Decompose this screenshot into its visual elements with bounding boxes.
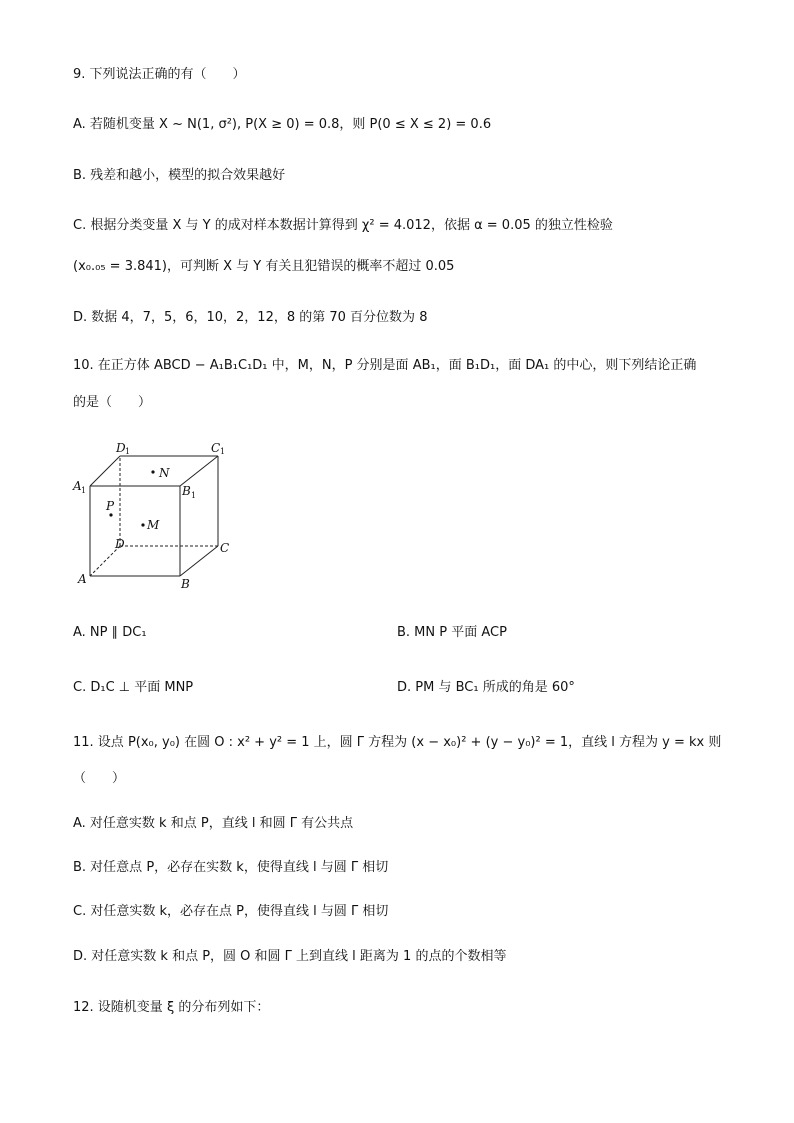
- point-m: [141, 523, 144, 526]
- q11-stem-line1: 11. 设点 P(x₀, y₀) 在圆 O : x² + y² = 1 上，圆 Γ 方程为 (x − x₀)² + (y − y₀)² = 1，直线 l 方程为 y = kx 则: [73, 735, 722, 750]
- cube-figure: [70, 436, 240, 596]
- q9-option-b: B. 残差和越小，模型的拟合效果越好: [73, 168, 286, 183]
- q9-option-c-line2: (x₀.₀₅ = 3.841)，可判断 X 与 Y 有关且犯错误的概率不超过 0.05: [73, 259, 455, 274]
- label-b: B: [181, 577, 190, 591]
- q10-option-b: B. MN P 平面 ACP: [397, 625, 507, 640]
- q10-option-d: D. PM 与 BC₁ 所成的角是 60°: [397, 680, 575, 695]
- q9-option-c-line1: C. 根据分类变量 X 与 Y 的成对样本数据计算得到 χ² = 4.012，依据 α = 0.05 的独立性检验: [73, 218, 613, 233]
- q10-option-a: A. NP ∥ DC₁: [73, 625, 147, 640]
- q10-option-c: C. D₁C ⊥ 平面 MNP: [73, 680, 194, 695]
- q10-stem-line1: 10. 在正方体 ABCD − A₁B₁C₁D₁ 中，M，N，P 分别是面 AB₁，面 B₁D₁，面 DA₁ 的中心，则下列结论正确: [73, 358, 697, 373]
- q12-stem: 12. 设随机变量 ξ 的分布列如下：: [73, 1000, 270, 1015]
- label-p: P: [106, 499, 115, 513]
- label-a1: A: [73, 479, 82, 493]
- label-b1-sub: 1: [191, 491, 197, 500]
- point-n: [151, 470, 154, 473]
- q9-option-a: A. 若随机变量 X ~ N(1, σ²), P(X ≥ 0) = 0.8，则 P(0 ≤ X ≤ 2) = 0.6: [73, 117, 492, 132]
- label-n: N: [159, 466, 170, 480]
- label-a1-sub: 1: [81, 486, 87, 495]
- q9-option-d: D. 数据 4，7，5，6，10，2，12，8 的第 70 百分位数为 8: [73, 310, 428, 325]
- label-d1-sub: 1: [125, 447, 131, 456]
- q11-stem-line2: （ ）: [73, 771, 126, 786]
- q11-option-c: C. 对任意实数 k，必存在点 P，使得直线 l 与圆 Γ 相切: [73, 904, 389, 919]
- label-c1-sub: 1: [220, 447, 226, 456]
- edge-b1c1: [180, 456, 218, 486]
- label-c: C: [220, 541, 230, 555]
- edge-a1d1: [90, 456, 120, 486]
- q11-option-a: A. 对任意实数 k 和点 P，直线 l 和圆 Γ 有公共点: [73, 816, 354, 831]
- q11-option-d: D. 对任意实数 k 和点 P，圆 O 和圆 Γ 上到直线 l 距离为 1 的点的个数相等: [73, 949, 507, 964]
- label-a: A: [78, 572, 87, 586]
- q11-option-b: B. 对任意点 P，必存在实数 k，使得直线 l 与圆 Γ 相切: [73, 860, 389, 875]
- label-d: D: [115, 537, 125, 551]
- label-d1: D: [116, 441, 126, 455]
- label-b1: B: [182, 484, 191, 498]
- label-c1: C: [211, 441, 221, 455]
- edge-bc: [180, 546, 218, 576]
- q9-stem: 9. 下列说法正确的有（ ）: [73, 67, 246, 82]
- q10-stem-line2: 的是（ ）: [73, 395, 152, 410]
- point-p: [109, 513, 112, 516]
- label-m: M: [147, 518, 160, 532]
